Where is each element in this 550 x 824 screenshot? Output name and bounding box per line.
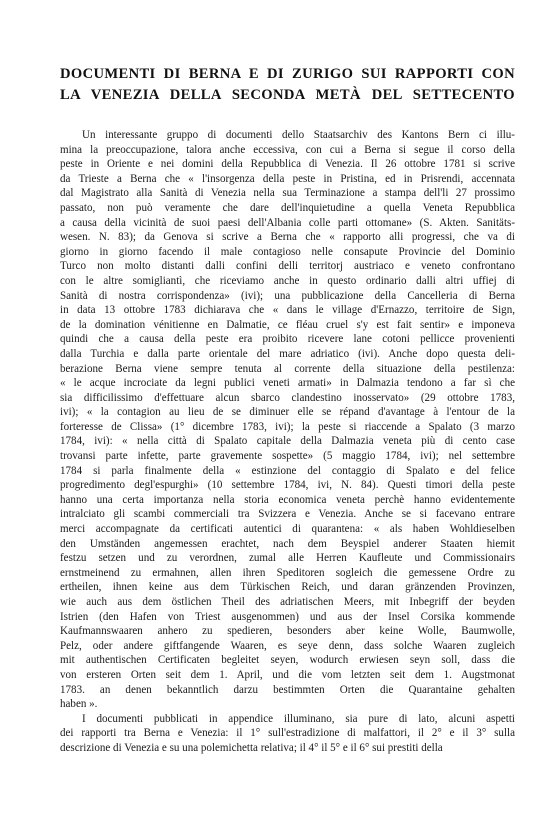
text-line: a causa della vicinità de suoi paesi dell'Albania colle parti ottomane» (S. Akten. Sanitäts-	[60, 216, 515, 229]
text-line: giorno in giorno facendo il male contagioso nelle consapute Provincie del Dominio	[60, 245, 515, 258]
text-line: « le acque incrociate da legni publici veneti armati» in Dalmazia tendono a far sì che	[60, 377, 515, 390]
text-line: 1783. an denen bekanntlich darzu bestimmten Orten die Quarantaine gehalten	[60, 683, 515, 696]
text-line: da Trieste a Berna che « l'insorgenza della peste in Pristina, ed in Prisrendi, accennata	[60, 172, 515, 185]
text-line: intralciato gli scambi commerciali tra Svizzera e Venezia. Anche se si facevano entrare	[60, 508, 515, 521]
text-line: mit authentischen Certificaten begleitet seyen, wodurch erwiesen seyn soll, dass die	[60, 654, 515, 667]
text-line: ivi); « la contagion au lieu de se diminuer elle se répand d'avantage à l'entour de la	[60, 406, 515, 419]
body-text	[60, 128, 515, 756]
text-line: Pelz, oder andere giftfangende Waaren, es seye denn, dass solche Waaren zugleich	[60, 639, 515, 652]
text-line: I documenti pubblicati in appendice illuminano, sia pure di lato, alcuni aspetti	[82, 712, 515, 725]
text-line: den Umständen angemessen erachtet, nach dem Beyspiel anderer Staaten hiemit	[60, 537, 515, 550]
text-line: Sanità di nostra corrispondenza» (ivi); una pubblicazione della Cancelleria di Berna	[60, 289, 515, 302]
text-line: forteresse de Clissa» (1° dicembre 1783, ivi); la peste si riaccende a Spalato (3 marzo	[60, 420, 515, 433]
text-line: Turco non molto distanti dalli confini delli territorj austriaco e veneto confrontano	[60, 260, 515, 273]
text-line: 1784, ivi): « nella città di Spalato capitale della Dalmazia veneta più di cento case	[60, 435, 515, 448]
text-line: con le altre somigliantì, che riceviamo anche in questo ordinario dalli altri uffiej di	[60, 274, 515, 287]
text-line: dal Magistrato alla Sanità di Venezia nella sua Terminazione a stampa dell'li 27 prossimo	[60, 187, 515, 200]
text-line: wie auch aus dem östlichen Theil des adriatischen Meers, mit Inbegriff der beyden	[60, 596, 515, 608]
text-line: festzu setzen und zu verordnen, zumal alle Herren Kaufleute und Commissionairs	[60, 552, 515, 565]
title-line-2: LA VENEZIA DELLA SECONDA METÀ DEL SETTECENTO	[60, 87, 515, 103]
text-line: ernstmeinend zu ermahnen, allen ihren Speditoren sogleich die gemessene Ordre zu	[60, 566, 515, 579]
text-line: de la domination vénitienne en Dalmatie, ce fléau cruel s'y est fait sentir» e imponeva	[60, 318, 515, 331]
paragraph-1	[60, 128, 515, 712]
text-line: von ersteren Orten seit dem 1. April, und die vom letzten seit dem 1. Augstmonat	[60, 668, 515, 681]
text-line: merci accompagnate da certificati autentici di quarantena: « als haben Wohldieselben	[60, 523, 515, 536]
text-line: Istrien (den Hafen von Triest ausgenommen) und aus der Insel Corsika kommende	[60, 610, 515, 623]
text-line: Kaufmannswaaren anhero zu spedieren, besonders aber keine Wolle, Baumwolle,	[60, 625, 515, 638]
text-line: descrizione di Venezia e su una polemichetta relativa; il 4° il 5° e il 6° sui prestiti della	[60, 741, 443, 754]
text-line: berazione Berna viene sempre tenuta al corrente della situazione della pestilenza:	[60, 362, 515, 375]
text-line: haben ».	[60, 698, 98, 711]
text-line: trovansi parte infette, parte gravemente sospette» (5 maggio 1784, ivi); nel settembre	[60, 450, 515, 463]
text-line: ertheilen, ihnen keine aus dem Türkischen Reich, und daran gränzenden Provinzen,	[60, 581, 515, 594]
text-line: passato, non può veramente che dare dell'inquietudine a quella Veneta Repubblica	[60, 201, 515, 214]
text-line: in data 13 ottobre 1783 dichiarava che « dans le village d'Ernazzo, territoire de Sign,	[60, 304, 515, 317]
title-line-1: DOCUMENTI DI BERNA E DI ZURIGO SUI RAPPORTI CON	[60, 66, 515, 82]
text-line: dei rapporti tra Berna e Venezia: il 1° sull'estradizione di malfattori, il 2° e il 3° sulla	[60, 727, 515, 740]
text-line: quindi che a causa della peste era proibito ricevere lane cotoni pellicce provenienti	[60, 333, 515, 346]
text-line: mina la preoccupazione, talora anche eccessiva, con cui a Berna si segue il corso della	[60, 143, 515, 156]
text-line: peste in Oriente e nei domini della Repubblica di Venezia. Il 26 ottobre 1781 si scrive	[60, 158, 515, 171]
text-line: progredimento degl'espurghi» (10 settembre 1784, ivi, N. 84). Questi timori della peste	[60, 479, 515, 492]
text-line: Un interessante gruppo di documenti dello Staatsarchiv des Kantons Bern ci illu-	[82, 129, 515, 141]
text-line: dalla Turchia e dalla parte orientale del mare adriatico (ivi). Anche dopo questa deli-	[60, 347, 515, 360]
text-line: sia difficilissimo d'effettuare alcun sbarco clandestino inosservato» (29 ottobre 1783,	[60, 391, 515, 404]
page-title	[60, 64, 515, 106]
text-line: 1784 si parla finalmente della « estinzione del contaggio di Spalato e del felice	[60, 464, 515, 477]
text-line: wesen. N. 83); da Genova si scrive a Berna che « rapporto alli progressi, che va di	[60, 231, 515, 244]
paragraph-2	[60, 712, 515, 756]
text-line: hanno una certa importanza nella storia economica veneta perchè hanno evidentemente	[60, 493, 515, 506]
